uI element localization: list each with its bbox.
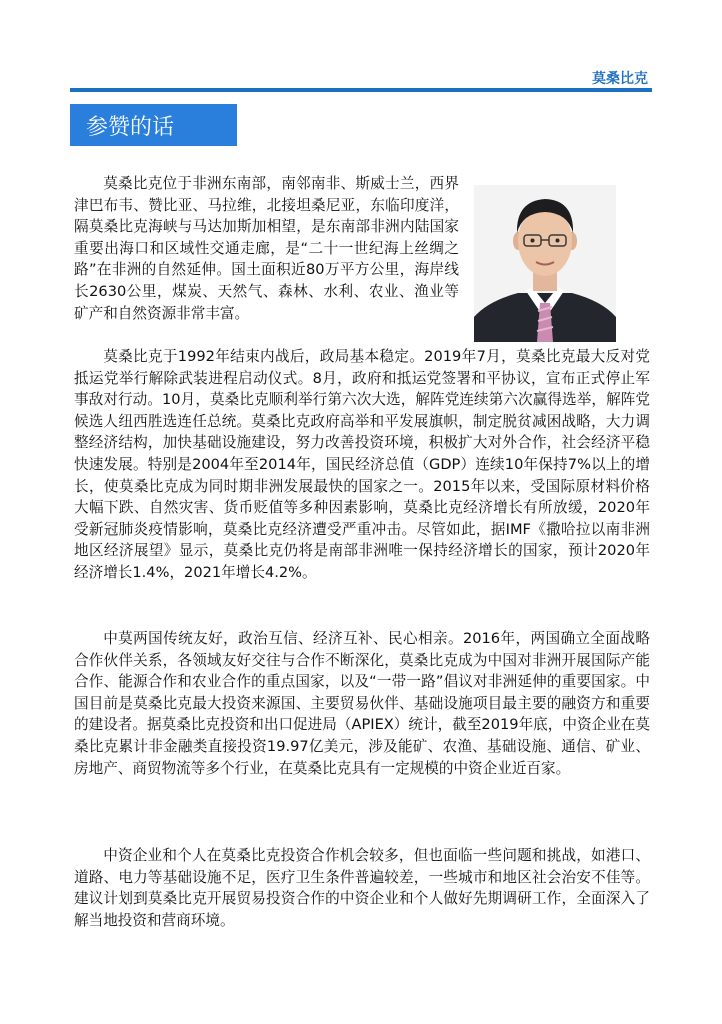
paragraph-politics-economy: 莫桑比克于1992年结束内战后，政局基本稳定。2019年7月，莫桑比克最大反对党抵运党举行解除武装进程启动仪式。8月，政府和抵运党签署和平协议，宣布正式停止军事敌对行动。10月，莫桑比克顺利举行第六次大选，解阵党连续第六次赢得选举，解阵党候选人纽西胜选连任总统。莫桑比克政府高举和平发展旗帜，制定脱贫减困战略，大力调整经济结构，加快基础设施建设，努力改善投资环境，积极扩大对外合作，社会经济平稳快速发展。特别是2004年至2014年，国民经济总值（GDP）连续10年保持7%以上的增长，使莫桑比克成为同时期非洲发展最快的国家之一。2015年以来，受国际原材料价格大幅下跌、自然灾害、货币贬值等多种因素影响，莫桑比克经济增长有所放缓，2020年受新冠肺炎疫情影响，莫桑比克经济遭受严重冲击。尽管如此，据IMF《撒哈拉以南非洲地区经济展望》显示，莫桑比克仍将是南部非洲唯一保持经济增长的国家，预计2020年经济增长1.4%，2021年增长4.2%。 xyxy=(74,348,650,581)
header-rule xyxy=(70,88,652,92)
section-title: 参赞的话 xyxy=(86,114,175,140)
section-title-tab xyxy=(70,104,237,146)
counsellor-portrait xyxy=(474,185,616,342)
running-header-country: 莫桑比克 xyxy=(592,71,648,87)
paragraph-bilateral-relations: 中莫两国传统友好，政治互信、经济互补、民心相亲。2016年，两国确立全面战略合作伙伴关系，各领域友好交往与合作不断深化，莫桑比克成为中国对非洲开展国际产能合作、能源合作和农业合作的重点国家，以及“一带一路”倡议对非洲延伸的重要国家。中国目前是莫桑比克最大投资来源国、主要贸易伙伴、基础设施项目最主要的融资方和重要的建设者。据莫桑比克投资和出口促进局（APIEX）统计，截至2019年底，中资企业在莫桑比克累计非金融类直接投资19.97亿美元，涉及能矿、农渔、基础设施、通信、矿业、房地产、商贸物流等多个行业，在莫桑比克具有一定规模的中资企业近百家。 xyxy=(74,630,650,777)
paragraph-investment-advice: 中资企业和个人在莫桑比克投资合作机会较多，但也面临一些问题和挑战，如港口、道路、电力等基础设施不足，医疗卫生条件普遍较差，一些城市和地区社会治安不佳等。建议计划到莫桑比克开展贸易投资合作的中资企业和个人做好先期调研工作，全面深入了解当地投资和营商环境。 xyxy=(74,847,650,929)
paragraph-geography: 莫桑比克位于非洲东南部，南邻南非、斯威士兰，西界津巴布韦、赞比亚、马拉维，北接坦桑尼亚，东临印度洋，隔莫桑比克海峡与马达加斯加相望，是东南部非洲内陆国家重要出海口和区域性交通走廊，是“二十一世纪海上丝绸之路”在非洲的自然延伸。国土面积近80万平方公里，海岸线长2630公里，煤炭、天然气、森林、水利、农业、渔业等矿产和自然资源非常丰富。 xyxy=(74,175,459,322)
